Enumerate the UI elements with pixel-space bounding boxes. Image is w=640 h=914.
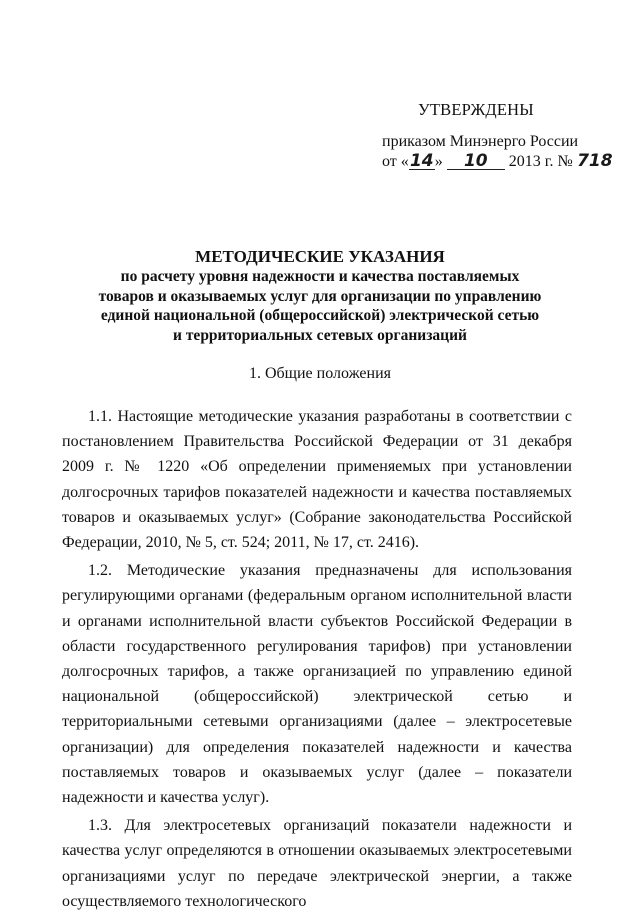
title-line: по расчету уровня надежности и качества поставляемых: [120, 268, 520, 285]
title-line: единой национальной (общероссийской) электрической сетью: [100, 307, 540, 324]
year-text: 2013 г. №: [508, 153, 573, 170]
approval-stamp: [382, 100, 622, 172]
paragraph-1-2: 1.2. Методические указания предназначены для использования регулирующими органами (федеральным органом исполнительной власти и органами исполнительной власти субъектов Российской Федерации в области государственного регулирования тарифов) при установлении долгосрочных тарифов, а также организацией по управлению единой национальной (общероссийской) электрической сетью и территориальными сетевыми организациями (далее – электросетевые организации) для определения показателей надежности и качества поставляемых товаров и оказываемых услуг (далее – показатели надежности и качества услуг).: [62, 562, 572, 807]
handwritten-month: 10: [447, 153, 505, 170]
quote-close: »: [434, 153, 443, 170]
document-body: [62, 404, 572, 914]
title-line: товаров и оказываемых услуг для организации по управлению: [98, 287, 542, 305]
approval-date-line: [382, 152, 622, 172]
quote-open: «: [400, 153, 409, 170]
approval-order-text: приказом Минэнерго России: [382, 133, 579, 150]
date-prefix: от: [382, 153, 397, 170]
section-heading: 1. Общие положения: [248, 365, 392, 382]
title-line: и территориальных сетевых организаций: [173, 326, 467, 344]
approval-heading: УТВЕРЖДЕНЫ: [418, 100, 534, 119]
paragraph-1-3: 1.3. Для электросетевых организаций показатели надежности и качества услуг определяются в отношении оказываемых электросетевыми организациями услуг по передаче электрической энергии, а также осуществляемого технологического: [62, 817, 572, 910]
document-title: [0, 246, 640, 345]
handwritten-day: 14: [409, 151, 434, 171]
title-main: МЕТОДИЧЕСКИЕ УКАЗАНИЯ: [195, 247, 445, 266]
handwritten-order-number: 718: [577, 151, 613, 171]
paragraph-1-1: 1.1. Настоящие методические указания разработаны в соответствии с постановлением Правительства Российской Федерации от 31 декабря 2009 г. № 1220 «Об определении применяемых при установлении долгосрочных тарифов показателей надежности и качества поставляемых товаров и оказываемых услуг» (Собрание законодательства Российской Федерации, 2010, № 5, ст. 524; 2011, № 17, ст. 2416).: [62, 408, 572, 552]
